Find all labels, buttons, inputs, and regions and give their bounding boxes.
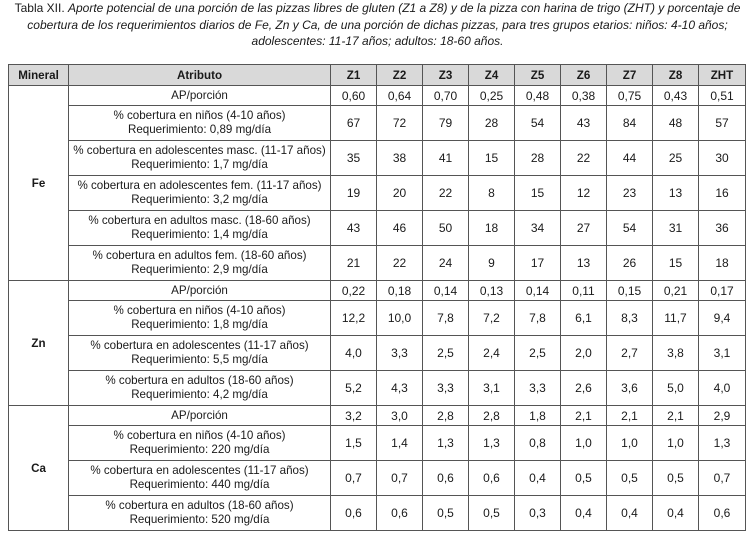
value-cell: 8,3 [607,301,653,336]
value-cell: 3,3 [515,371,561,406]
header-cell: Z5 [515,65,561,86]
value-cell: 31 [653,211,699,246]
value-cell: 43 [561,106,607,141]
attribute-label: % cobertura en adolescentes (11-17 años) [90,339,309,352]
requirement-label: Requerimiento: 1,8 mg/día [131,318,268,331]
value-cell: 2,8 [423,406,469,426]
requirement-label: Requerimiento: 520 mg/día [129,513,270,526]
table-row [9,496,746,531]
table-row [9,301,746,336]
table-row [9,426,746,461]
value-cell: 41 [423,141,469,176]
value-cell: 13 [653,176,699,211]
value-cell: 1,3 [699,426,746,461]
value-cell: 0,14 [515,281,561,301]
value-cell: 8 [469,176,515,211]
value-cell: 79 [423,106,469,141]
value-cell: 38 [377,141,423,176]
minerals-table [8,64,746,531]
value-cell: 17 [515,246,561,281]
value-cell: 28 [515,141,561,176]
table-caption [0,0,755,50]
attribute-label: % cobertura en adolescentes masc. (11-17 años) [73,144,326,157]
value-cell: 2,1 [561,406,607,426]
value-cell: 28 [469,106,515,141]
requirement-label: Requerimiento: 220 mg/día [129,443,270,456]
value-cell: 0,6 [423,461,469,496]
header-cell: Z3 [423,65,469,86]
value-cell: 2,9 [699,406,746,426]
value-cell: 1,3 [423,426,469,461]
value-cell: 0,75 [607,86,653,106]
requirement-label: Requerimiento: 4,2 mg/día [131,388,268,401]
attribute-label: AP/porción [171,408,228,422]
table-row [9,461,746,496]
value-cell: 0,8 [515,426,561,461]
value-cell: 7,8 [515,301,561,336]
table-row [9,371,746,406]
value-cell: 3,8 [653,336,699,371]
value-cell: 21 [331,246,377,281]
requirement-label: Requerimiento: 2,9 mg/día [131,263,268,276]
attribute-label: % cobertura en adultos (18-60 años) [105,374,294,387]
value-cell: 0,6 [377,496,423,531]
value-cell: 0,11 [561,281,607,301]
value-cell: 16 [699,176,746,211]
value-cell: 10,0 [377,301,423,336]
value-cell: 9 [469,246,515,281]
value-cell: 2,5 [423,336,469,371]
mineral-cell: Ca [9,406,69,531]
value-cell: 0,4 [607,496,653,531]
attribute-cell [69,301,331,336]
value-cell: 0,6 [469,461,515,496]
value-cell: 0,4 [515,461,561,496]
attribute-cell [69,406,331,426]
value-cell: 9,4 [699,301,746,336]
value-cell: 4,0 [699,371,746,406]
value-cell: 3,6 [607,371,653,406]
value-cell: 0,60 [331,86,377,106]
value-cell: 48 [653,106,699,141]
attribute-label: % cobertura en adultos masc. (18-60 años) [88,214,311,227]
value-cell: 0,14 [423,281,469,301]
value-cell: 0,5 [607,461,653,496]
value-cell: 84 [607,106,653,141]
header-cell: Z4 [469,65,515,86]
attribute-label: % cobertura en adultos fem. (18-60 años) [92,249,307,262]
value-cell: 1,0 [607,426,653,461]
value-cell: 0,3 [515,496,561,531]
value-cell: 57 [699,106,746,141]
value-cell: 72 [377,106,423,141]
header-cell: Z2 [377,65,423,86]
value-cell: 26 [607,246,653,281]
value-cell: 7,8 [423,301,469,336]
value-cell: 5,0 [653,371,699,406]
attribute-cell [69,426,331,461]
attribute-cell [69,246,331,281]
value-cell: 50 [423,211,469,246]
value-cell: 18 [699,246,746,281]
value-cell: 4,0 [331,336,377,371]
table-row [9,246,746,281]
header-cell: Z6 [561,65,607,86]
caption-lead: Tabla XII. [14,1,65,15]
table-row [9,106,746,141]
header-row [9,65,746,86]
value-cell: 1,5 [331,426,377,461]
attribute-cell [69,461,331,496]
value-cell: 4,3 [377,371,423,406]
value-cell: 54 [607,211,653,246]
value-cell: 0,5 [469,496,515,531]
value-cell: 1,4 [377,426,423,461]
value-cell: 0,7 [331,461,377,496]
requirement-label: Requerimiento: 5,5 mg/día [131,353,268,366]
value-cell: 0,13 [469,281,515,301]
mineral-cell: Fe [9,86,69,281]
attribute-label: % cobertura en niños (4-10 años) [113,109,286,122]
value-cell: 1,0 [561,426,607,461]
requirement-label: Requerimiento: 440 mg/día [129,478,270,491]
table-row [9,281,746,301]
value-cell: 0,15 [607,281,653,301]
value-cell: 2,6 [561,371,607,406]
header-cell: Atributo [69,65,331,86]
value-cell: 30 [699,141,746,176]
attribute-label: % cobertura en adolescentes (11-17 años) [90,464,309,477]
mineral-cell: Zn [9,281,69,406]
table-row [9,141,746,176]
requirement-label: Requerimiento: 1,7 mg/día [131,158,268,171]
value-cell: 0,64 [377,86,423,106]
value-cell: 3,1 [469,371,515,406]
value-cell: 11,7 [653,301,699,336]
attribute-label: AP/porción [171,88,228,102]
attribute-label: % cobertura en adolescentes fem. (11-17 años) [77,179,322,192]
attribute-label: % cobertura en niños (4-10 años) [113,304,286,317]
value-cell: 35 [331,141,377,176]
value-cell: 0,4 [653,496,699,531]
attribute-cell [69,496,331,531]
value-cell: 3,3 [377,336,423,371]
value-cell: 0,43 [653,86,699,106]
header-cell: ZHT [699,65,746,86]
value-cell: 22 [423,176,469,211]
value-cell: 34 [515,211,561,246]
value-cell: 0,25 [469,86,515,106]
value-cell: 3,0 [377,406,423,426]
value-cell: 46 [377,211,423,246]
value-cell: 27 [561,211,607,246]
value-cell: 13 [561,246,607,281]
requirement-label: Requerimiento: 1,4 mg/día [131,228,268,241]
header-cell: Mineral [9,65,69,86]
table-row [9,406,746,426]
requirement-label: Requerimiento: 3,2 mg/día [131,193,268,206]
value-cell: 18 [469,211,515,246]
value-cell: 1,0 [653,426,699,461]
attribute-cell [69,141,331,176]
value-cell: 12 [561,176,607,211]
table-row [9,176,746,211]
attribute-cell [69,336,331,371]
value-cell: 0,4 [561,496,607,531]
value-cell: 2,1 [653,406,699,426]
value-cell: 19 [331,176,377,211]
value-cell: 24 [423,246,469,281]
value-cell: 3,3 [423,371,469,406]
value-cell: 36 [699,211,746,246]
value-cell: 0,6 [331,496,377,531]
value-cell: 2,1 [607,406,653,426]
value-cell: 44 [607,141,653,176]
value-cell: 20 [377,176,423,211]
value-cell: 6,1 [561,301,607,336]
table-row [9,211,746,246]
value-cell: 3,2 [331,406,377,426]
value-cell: 0,21 [653,281,699,301]
value-cell: 0,7 [377,461,423,496]
value-cell: 25 [653,141,699,176]
value-cell: 0,5 [423,496,469,531]
value-cell: 2,7 [607,336,653,371]
value-cell: 22 [377,246,423,281]
value-cell: 15 [515,176,561,211]
value-cell: 0,22 [331,281,377,301]
value-cell: 0,70 [423,86,469,106]
caption-text: Aporte potencial de una porción de las pizzas libres de gluten (Z1 a Z8) y de la pizza con harina de trigo (ZHT) y porcentaje de cobertura de los requerimientos diarios de Fe, Zn y Ca, de una porción de dichas pizzas, para tres grupos etarios: niños: 4-10 años; adolescentes: 11-17 años; adultos: 18-60 años. [27,1,741,48]
attribute-cell [69,211,331,246]
value-cell: 7,2 [469,301,515,336]
value-cell: 12,2 [331,301,377,336]
value-cell: 1,3 [469,426,515,461]
header-cell: Z7 [607,65,653,86]
value-cell: 2,0 [561,336,607,371]
value-cell: 2,5 [515,336,561,371]
value-cell: 23 [607,176,653,211]
value-cell: 0,48 [515,86,561,106]
value-cell: 15 [653,246,699,281]
table-body [9,86,746,531]
value-cell: 3,1 [699,336,746,371]
attribute-cell [69,86,331,106]
value-cell: 22 [561,141,607,176]
value-cell: 43 [331,211,377,246]
value-cell: 2,8 [469,406,515,426]
header-cell: Z8 [653,65,699,86]
attribute-cell [69,281,331,301]
value-cell: 0,6 [699,496,746,531]
header-cell: Z1 [331,65,377,86]
value-cell: 2,4 [469,336,515,371]
table-row [9,336,746,371]
value-cell: 0,7 [699,461,746,496]
value-cell: 0,17 [699,281,746,301]
value-cell: 1,8 [515,406,561,426]
value-cell: 54 [515,106,561,141]
table-row [9,86,746,106]
value-cell: 0,5 [561,461,607,496]
attribute-cell [69,371,331,406]
value-cell: 0,18 [377,281,423,301]
value-cell: 15 [469,141,515,176]
value-cell: 0,51 [699,86,746,106]
value-cell: 67 [331,106,377,141]
attribute-cell [69,106,331,141]
value-cell: 0,5 [653,461,699,496]
value-cell: 0,38 [561,86,607,106]
requirement-label: Requerimiento: 0,89 mg/día [127,123,272,136]
attribute-label: AP/porción [171,283,228,297]
attribute-label: % cobertura en adultos (18-60 años) [105,499,294,512]
value-cell: 5,2 [331,371,377,406]
attribute-cell [69,176,331,211]
attribute-label: % cobertura en niños (4-10 años) [113,429,286,442]
